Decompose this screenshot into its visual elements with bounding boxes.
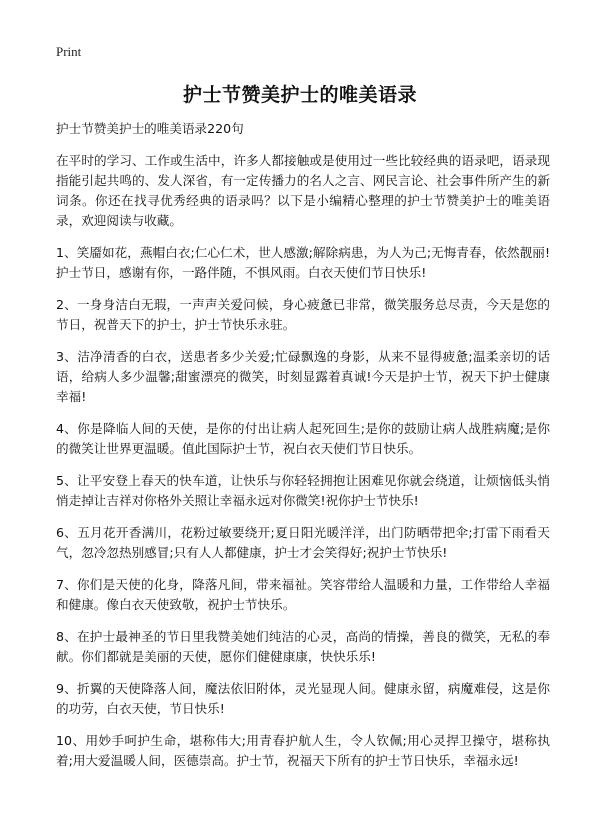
list-item: 10、用妙手呵护生命，堪称伟大;用青春护航人生，令人钦佩;用心灵捍卫操守，堪称执着;用大爱温暖人间，医德崇高。护士节，祝福天下所有的护士节日快乐，幸福永远! <box>56 733 550 768</box>
print-link[interactable]: Print <box>56 44 82 59</box>
article-body <box>56 119 550 783</box>
page-title: 护士节赞美护士的唯美语录 <box>182 84 417 106</box>
list-item: 4、你是降临人间的天使，是你的付出让病人起死回生;是你的鼓励让病人战胜病魔;是你的微笑让世界更温暖。值此国际护士节，祝白衣天使们节日快乐。 <box>56 421 550 456</box>
list-item: 5、让平安登上春天的快车道，让快乐与你轻轻拥抱让困难见你就会绕道，让烦恼低头悄悄走掉让吉祥对你格外关照让幸福永远对你微笑!祝你护士节快乐! <box>56 473 550 508</box>
list-item: 3、洁净清香的白衣，送患者多少关爱;忙碌飘逸的身影，从来不显得疲惫;温柔亲切的话语，给病人多少温馨;甜蜜漂亮的微笑，时刻显露着真诚!今天是护士节，祝天下护士健康幸福! <box>56 349 550 404</box>
list-item: 2、一身身洁白无瑕，一声声关爱问候，身心疲惫已非常，微笑服务总尽责，今天是您的节日，祝普天下的护士，护士节快乐永驻。 <box>56 297 550 332</box>
list-item: 9、折翼的天使降落人间，魔法依旧附体，灵光显现人间。健康永留，病魔难侵，这是你的功劳，白衣天使，节日快乐! <box>56 681 550 716</box>
article-subtitle: 护士节赞美护士的唯美语录220句 <box>56 121 244 136</box>
list-item: 1、笑靥如花，燕帽白衣;仁心仁术，世人感激;解除病患，为人为己;无悔青春，依然靓丽!护士节日，感谢有你，一路伴随，不惧风雨。白衣天使们节日快乐! <box>56 245 550 280</box>
list-item: 7、你们是天使的化身，降落凡间，带来福祉。笑容带给人温暖和力量，工作带给人幸福和健康。像白衣天使致敬，祝护士节快乐。 <box>56 577 550 612</box>
list-item: 8、在护士最神圣的节日里我赞美她们纯洁的心灵，高尚的情操，善良的微笑，无私的奉献。你们都就是美丽的天使，愿你们健健康康，快快乐乐! <box>56 629 550 664</box>
intro-paragraph: 在平时的学习、工作或生活中，许多人都接触或是使用过一些比较经典的语录吧，语录现指能引起共鸣的、发人深省，有一定传播力的名人之言、网民言论、社会事件所产生的新词条。你还在找寻优秀经典的语录吗？以下是小编精心整理的护士节赞美护士的唯美语录，欢迎阅读与收藏。 <box>56 153 550 228</box>
list-item: 6、五月花开香满川，花粉过敏要绕开;夏日阳光暖洋洋，出门防晒带把伞;打雷下雨看天气，忽冷忽热别感冒;只有人人都健康，护士才会笑得好;祝护士节快乐! <box>56 525 550 560</box>
